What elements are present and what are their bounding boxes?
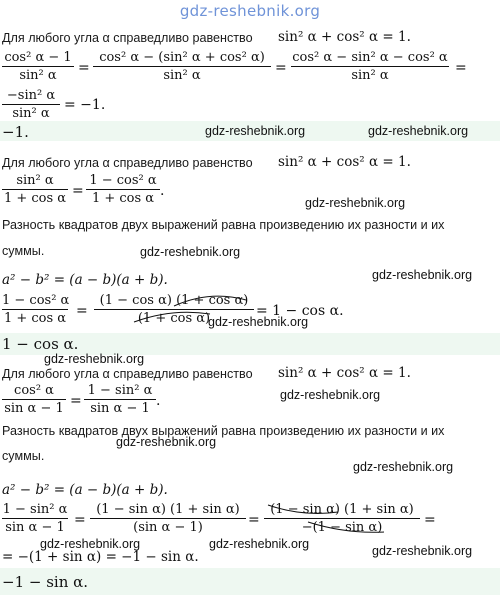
intro-text: Для любого угла α справедливо равенство bbox=[2, 156, 253, 170]
fraction-bar bbox=[2, 189, 68, 190]
formula: a² − b² = (a − b)(a + b). bbox=[2, 272, 168, 288]
fraction-bar bbox=[84, 399, 156, 400]
identity-formula: sin² α + cos² α = 1. bbox=[278, 365, 411, 381]
numerator: sin² α bbox=[16, 173, 54, 188]
fraction-bar bbox=[2, 518, 68, 519]
numerator: (1 − sin α) (1 + sin α) bbox=[270, 502, 414, 517]
equals-sign: = bbox=[70, 393, 82, 409]
fraction bbox=[2, 293, 68, 326]
numerator: 1 − cos² α bbox=[2, 293, 70, 308]
watermark: gdz-reshebnik.org bbox=[372, 268, 473, 282]
denominator: sin α − 1 bbox=[5, 520, 65, 535]
site-header[interactable]: gdz-reshebnik.org bbox=[179, 2, 321, 20]
watermark: gdz-reshebnik.org bbox=[368, 124, 469, 138]
result-text: = −(1 + sin α) = −1 − sin α. bbox=[2, 549, 199, 565]
answer-text: −1. bbox=[2, 123, 29, 141]
period-mark: . bbox=[156, 393, 161, 409]
fraction bbox=[2, 173, 68, 206]
denominator: sin α − 1 bbox=[90, 401, 150, 416]
rule-text: Разность квадратов двух выражений равна произведению их разности и их bbox=[2, 218, 445, 232]
identity-formula: sin² α + cos² α = 1. bbox=[278, 154, 411, 170]
equals-sign: = bbox=[275, 60, 287, 76]
equals-sign: = bbox=[424, 512, 436, 528]
fraction bbox=[86, 173, 160, 206]
fraction bbox=[93, 50, 271, 83]
cancel-stroke bbox=[306, 520, 386, 534]
denominator: sin² α bbox=[351, 68, 389, 83]
numerator: 1 − cos² α bbox=[89, 173, 157, 188]
denominator: sin² α bbox=[19, 68, 57, 83]
period-mark: . bbox=[160, 183, 165, 199]
denominator: (1 + cos α) bbox=[137, 311, 211, 326]
watermark: gdz-reshebnik.org bbox=[372, 544, 473, 558]
fraction bbox=[2, 88, 60, 121]
numerator: (1 − sin α) (1 + sin α) bbox=[96, 502, 240, 517]
intro-text: Для любого угла α справедливо равенство bbox=[2, 31, 253, 45]
equals-sign: = bbox=[72, 183, 84, 199]
cancel-stroke bbox=[172, 294, 248, 308]
numerator: 1 − sin² α bbox=[2, 502, 68, 517]
denominator: 1 + cos α bbox=[3, 191, 67, 206]
watermark: gdz-reshebnik.org bbox=[208, 315, 309, 329]
denominator: sin α − 1 bbox=[4, 401, 64, 416]
watermark: gdz-reshebnik.org bbox=[305, 196, 406, 210]
formula: a² − b² = (a − b)(a + b). bbox=[2, 482, 168, 498]
numerator: (1 − cos α) (1 + cos α) bbox=[99, 293, 249, 308]
denominator: sin² α bbox=[163, 68, 201, 83]
denominator: −(1 − sin α) bbox=[301, 520, 383, 535]
fraction bbox=[2, 383, 66, 416]
watermark: gdz-reshebnik.org bbox=[116, 435, 217, 449]
rule-text: суммы. bbox=[2, 244, 45, 258]
watermark: gdz-reshebnik.org bbox=[205, 124, 306, 138]
rule-text: Разность квадратов двух выражений равна произведению их разности и их bbox=[2, 424, 445, 438]
denominator: 1 + cos α bbox=[3, 311, 67, 326]
fraction-bar bbox=[2, 309, 68, 310]
result-text: = 1 − cos α. bbox=[256, 303, 344, 319]
numerator: cos² α − (sin² α + cos² α) bbox=[99, 50, 265, 65]
result-text: = −1. bbox=[64, 97, 106, 113]
denominator: sin² α bbox=[12, 106, 50, 121]
intro-text: Для любого угла α справедливо равенство bbox=[2, 367, 253, 381]
fraction-bar bbox=[90, 518, 246, 519]
watermark: gdz-reshebnik.org bbox=[44, 352, 145, 366]
equals-sign: = bbox=[248, 512, 260, 528]
watermark: gdz-reshebnik.org bbox=[209, 537, 310, 551]
rule-text: суммы. bbox=[2, 449, 45, 463]
fraction-bar bbox=[86, 189, 160, 190]
fraction bbox=[2, 50, 74, 83]
identity-formula: sin² α + cos² α = 1. bbox=[278, 29, 411, 45]
fraction-bar bbox=[264, 518, 420, 519]
cancel-stroke bbox=[266, 502, 340, 516]
equals-sign: = bbox=[74, 512, 86, 528]
equals-sign: = bbox=[455, 60, 467, 76]
fraction bbox=[84, 383, 156, 416]
denominator: (sin α − 1) bbox=[133, 520, 203, 535]
numerator: −sin² α bbox=[6, 88, 56, 103]
fraction bbox=[90, 502, 246, 535]
fraction bbox=[2, 502, 68, 535]
cancel-stroke bbox=[132, 310, 212, 324]
answer-text: 1 − cos α. bbox=[2, 335, 79, 353]
watermark: gdz-reshebnik.org bbox=[353, 460, 454, 474]
numerator: cos² α bbox=[14, 383, 54, 398]
numerator: 1 − sin² α bbox=[87, 383, 153, 398]
fraction-bar bbox=[2, 104, 60, 105]
numerator: cos² α − sin² α − cos² α bbox=[292, 50, 448, 65]
equals-sign: = bbox=[78, 60, 90, 76]
fraction-bar bbox=[291, 66, 449, 67]
answer-text: −1 − sin α. bbox=[2, 573, 89, 591]
denominator: 1 + cos α bbox=[91, 191, 155, 206]
watermark: gdz-reshebnik.org bbox=[280, 388, 381, 402]
fraction-bar bbox=[2, 66, 74, 67]
equals-sign: = bbox=[76, 303, 88, 319]
numerator: cos² α − 1 bbox=[4, 50, 72, 65]
watermark: gdz-reshebnik.org bbox=[40, 537, 141, 551]
fraction-bar bbox=[2, 399, 66, 400]
fraction-bar bbox=[93, 66, 271, 67]
fraction bbox=[291, 50, 449, 83]
watermark: gdz-reshebnik.org bbox=[140, 245, 241, 259]
